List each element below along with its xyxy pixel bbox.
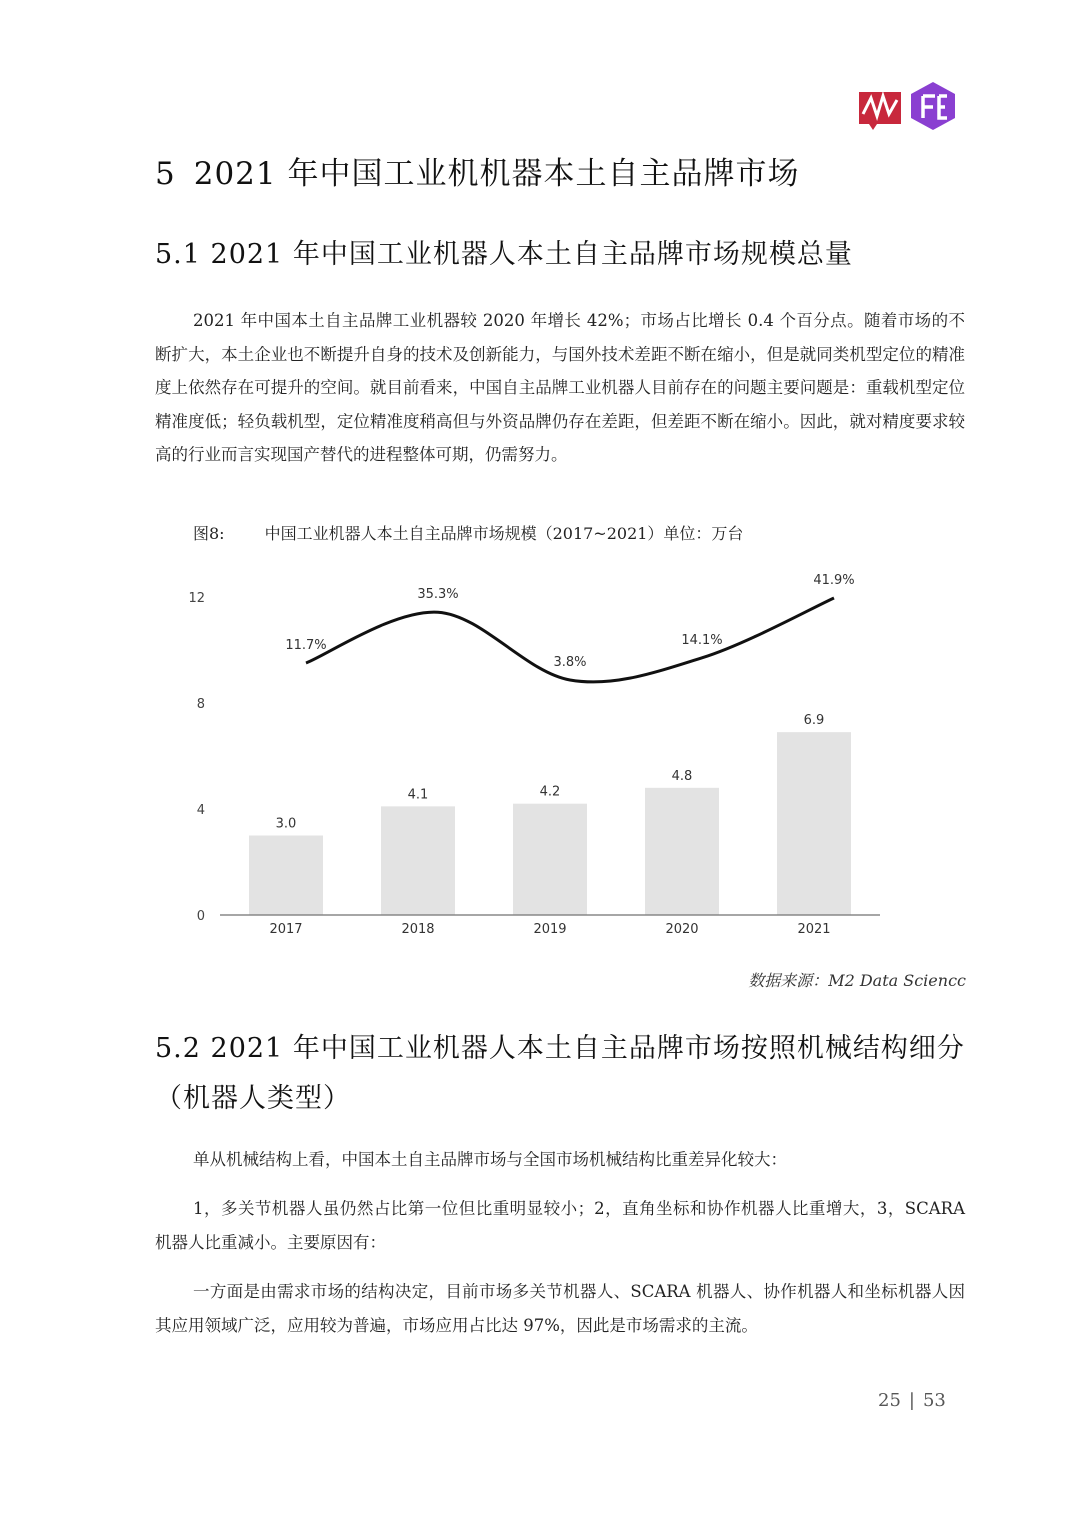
- y-tick-label: 12: [188, 591, 205, 606]
- bar-value-label: 4.1: [407, 787, 429, 803]
- section-heading-5-2: 5.2 2021 年中国工业机器人本土自主品牌市场按照机械结构细分（机器人类型）: [155, 1033, 965, 1114]
- growth-labels: [285, 573, 854, 670]
- x-tick-label: 2019: [533, 922, 567, 937]
- body-paragraph: 一方面是由需求市场的结构决定，目前市场多关节机器人、SCARA 机器人、协作机器人和坐标机器人因其应用领域广泛，应用较为普遍，市场应用占比达 97%，因此是市场需求的主流。: [155, 1282, 965, 1335]
- bar-value-label: 3.0: [275, 816, 297, 832]
- growth-rate-label: 41.9%: [813, 573, 855, 588]
- growth-rate-label: 14.1%: [681, 632, 723, 648]
- figure-label: 图8:: [193, 524, 225, 543]
- body-paragraph: 2021 年中国本土自主品牌工业机器较 2020 年增长 42%；市场占比增长 0.4 个百分点。随着市场的不断扩大，本土企业也不断提升自身的技术及创新能力，与国外技术差距不断在缩小，但是就同类机型定位的精准度上依然存在可提升的空间。就目前看来，中国自主品牌工业机器人目前存在的问题主要问题是：重载机型定位精准度低；轻负载机型，定位精准度稍高但与外资品牌仍存在差距，但差距不断在缩小。因此，就对精度要求较高的行业而言实现国产替代的进程整体可期，仍需努力。: [155, 311, 965, 464]
- brand-logo: [857, 78, 967, 130]
- bar: [777, 732, 851, 915]
- page-number: [878, 1390, 946, 1411]
- chapter-title: 2021 年中国工业机机器本土自主品牌市场: [193, 156, 800, 192]
- growth-rate-label: 3.8%: [553, 655, 587, 670]
- growth-rate-label: 11.7%: [285, 637, 327, 653]
- bar-value-label: 6.9: [803, 713, 825, 729]
- bar-series: [249, 713, 851, 915]
- x-tick-label: 2018: [401, 922, 435, 937]
- y-axis: [188, 591, 205, 924]
- bar: [381, 806, 455, 915]
- bar: [645, 788, 719, 915]
- chapter-number: 5: [155, 156, 176, 192]
- market-size-chart: [175, 570, 895, 950]
- body-paragraph: 单从机械结构上看，中国本土自主品牌市场与全国市场机械结构比重差异化较大：: [193, 1150, 787, 1169]
- body-paragraph: 1，多关节机器人虽仍然占比第一位但比重明显较小；2，直角坐标和协作机器人比重增大，3，SCARA 机器人比重减小。主要原因有：: [155, 1199, 965, 1252]
- x-axis-labels: [269, 922, 830, 937]
- bar: [249, 836, 323, 916]
- bar-value-label: 4.2: [539, 784, 561, 800]
- y-tick-label: 0: [196, 909, 205, 924]
- bar-value-label: 4.8: [671, 768, 693, 784]
- figure-caption: [193, 521, 743, 544]
- current-page: 25: [878, 1390, 901, 1411]
- x-tick-label: 2017: [269, 922, 303, 937]
- x-tick-label: 2021: [797, 922, 831, 937]
- page-separator: |: [908, 1390, 915, 1411]
- chapter-heading: [155, 148, 799, 193]
- y-tick-label: 4: [196, 803, 205, 818]
- y-tick-label: 8: [196, 697, 205, 712]
- figure-title: 中国工业机器人本土自主品牌市场规模（2017~2021）单位：万台: [264, 524, 744, 543]
- total-pages: 53: [922, 1390, 946, 1411]
- bar: [513, 804, 587, 915]
- x-tick-label: 2020: [665, 922, 699, 937]
- section-heading-5-1: 5.1 2021 年中国工业机器人本土自主品牌市场规模总量: [155, 239, 853, 270]
- data-source: 数据来源：M2 Data Sciencc: [748, 971, 966, 990]
- growth-rate-label: 35.3%: [417, 587, 459, 603]
